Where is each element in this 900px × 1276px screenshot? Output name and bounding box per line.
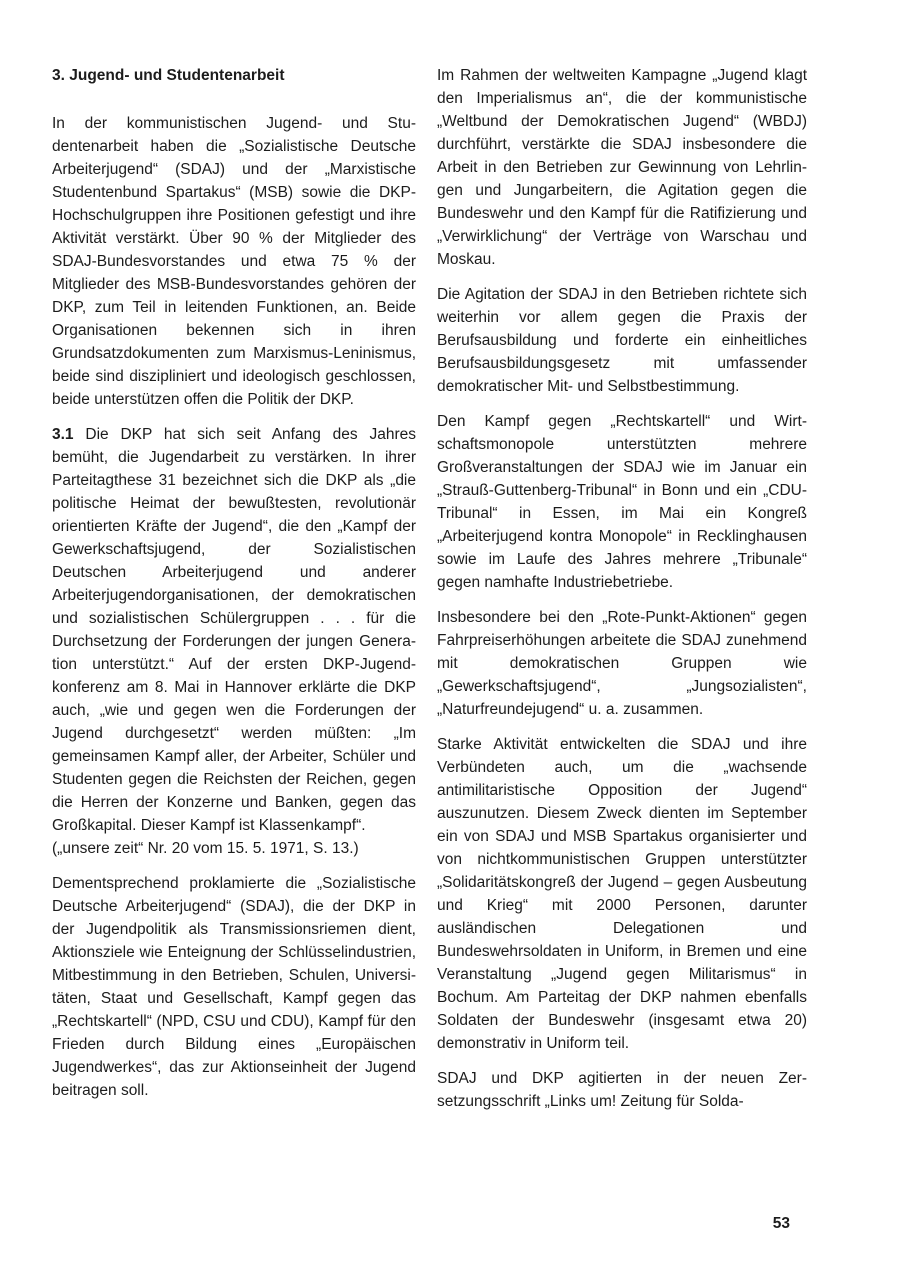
section-heading: 3. Jugend- und Studentenarbeit	[52, 67, 285, 84]
paragraph-campaign: Im Rahmen der weltweiten Kampagne „Jugend klagt den Imperialismus an“, die der kommunistische „Weltbund der Demokratischen Jugend“ (WBDJ) durchführt, verstärkte die SDAJ insbesondere die Arbeit in den Betrieben zur Gewinnung von Lehrlingen und Jungarbeitern, die Agitation gegen die Bundeswehr und den Kampf für die Ratifizierung und „Verwirklichung“ der Verträge von Warschau und Moskau.	[437, 67, 807, 268]
paragraph-3-1-text: Die DKP hat sich seit Anfang des Jahres bemüht, die Jugendarbeit zu verstärken. In ihrer Parteitagthese 31 bezeichnet sich die DKP als „die politische Heimat der bewußtesten, revolutionär orientierten Kräfte der Jugend“, die den „Kampf der Gewerkschaftsjugend, der Sozialistischen Deutschen Arbeiterjugend und anderer Arbeiterjugendorganisationen, der demokratischen und sozialistischen Schülergruppen . . . für die Durchsetzung der Forderungen der jungen Generation unterstützt.“ Auf der ersten DKP-Jugendkonferenz am 8. Mai in Hannover erklärte die DKP auch, „wie und gegen wen die Forderungen der Jugend durchgesetzt“ werden müßten: „Im gemeinsamen Kampf aller, der Arbeiter, Schüler und Studenten gegen die Reichsten der Reichen, gegen die Herren der Konzerne und Banken, gegen das Großkapital. Dieser Kampf ist Klassenkampf“.	[52, 426, 416, 834]
paragraph-sdaj-goals: Dementsprechend proklamierte die „Sozialistische Deutsche Arbeiterjugend“ (SDAJ), die der DKP in der Jugendpolitik als Transmissionsriemen dient, Aktionsziele wie Enteignung der Schlüsselindustrien, Mitbestimmung in den Betrieben, Schulen, Universitäten, Staat und Gesellschaft, Kampf gegen das „Rechtskartell“ (NPD, CSU und CDU), Kampf für den Frieden durch Bildung eines „Europäischen Jugendwerkes“, das zur Aktionseinheit der Jugend beitragen soll.	[52, 875, 416, 1099]
paragraph-tribunals: Den Kampf gegen „Rechtskartell“ und Wirtschaftsmonopole unterstützten mehrere Großveranstaltungen der SDAJ wie im Januar ein „Strauß-Guttenberg-Tribunal“ in Bonn und ein „CDU-Tribunal“ in Essen, im Mai ein Kongreß „Arbeiterjugend kontra Monopole“ in Recklinghausen sowie im Laufe des Jahres mehrere „Tribunale“ gegen namhafte Industriebetriebe.	[437, 413, 807, 591]
left-column	[52, 64, 416, 1114]
paragraph-links-um: SDAJ und DKP agitierten in der neuen Zersetzungsschrift „Links um! Zeitung für Solda-	[437, 1070, 807, 1110]
paragraph-intro: In der kommunistischen Jugend- und Studentenarbeit haben die „Sozialistische Deutsche Arbeiterjugend“ (SDAJ) und der „Marxistische Studentenbund Spartakus“ (MSB) sowie die DKP-Hochschulgruppen ihre Positionen gefestigt und ihre Aktivität verstärkt. Über 90 % der Mitglieder des SDAJ-Bundesvorstandes und etwa 75 % der Mitglieder des MSB-Bundesvorstandes gehören der DKP, zum Teil in leitenden Funktionen, an. Beide Organisationen bekennen sich in ihren Grundsatzdokumenten zum Marxismus-Leninismus, beide sind diszipliniert und ideologisch geschlossen, beide unterstützen offen die Politik der DKP.	[52, 115, 416, 408]
page-number: 53	[772, 1215, 790, 1232]
section-number: 3.1	[52, 426, 74, 443]
citation-source: („unsere zeit“ Nr. 20 vom 15. 5. 1971, S. 13.)	[52, 840, 359, 857]
paragraph-3-1	[52, 423, 416, 837]
paragraph-rote-punkt: Insbesondere bei den „Rote-Punkt-Aktionen“ gegen Fahrpreiserhöhungen arbeitete die SDAJ zunehmend mit demokratischen Gruppen wie „Gewerkschaftsjugend“, „Jungsozialisten“, „Naturfreundejugend“ u. a. zusammen.	[437, 609, 807, 718]
paragraph-agitation: Die Agitation der SDAJ in den Betrieben richtete sich weiterhin vor allem gegen die Praxis der Berufsausbildung und forderte ein einheitliches Berufsausbildungsgesetz mit umfassender demokratischer Mit- und Selbstbestimmung.	[437, 286, 807, 395]
paragraph-antimilitarism: Starke Aktivität entwickelten die SDAJ und ihre Verbündeten auch, um die „wachsende antimilitaristische Opposition der Jugend“ auszunutzen. Diesem Zweck dienten im September ein von SDAJ und MSB Spartakus organisierter und von nichtkommunistischen Gruppen unterstützter „Solidaritätskongreß der Jugend – gegen Ausbeutung und Krieg“ mit 2000 Personen, darunter ausländischen Delegationen und Bundeswehrsoldaten in Uniform, in Bremen und eine Veranstaltung „Jugend gegen Militarismus“ in Bochum. Am Parteitag der DKP nahmen ebenfalls Soldaten der Bundeswehr (insgesamt etwa 20) demonstrativ in Uniform teil.	[437, 736, 807, 1052]
right-column	[437, 64, 807, 1125]
